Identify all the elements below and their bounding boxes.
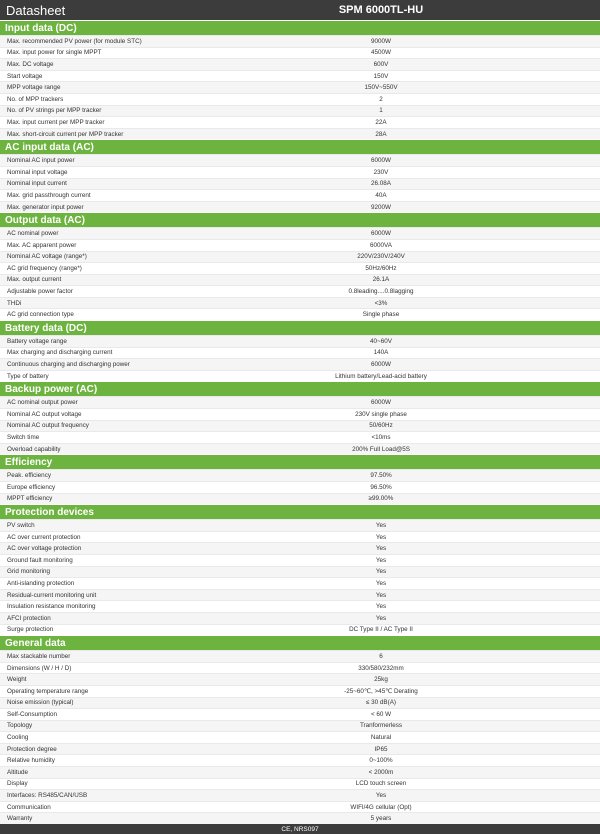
spec-label: Max stackable number [7, 652, 71, 660]
spec-value: DC Type II / AC Type II [349, 626, 413, 634]
spec-row [0, 70, 600, 82]
spec-value: 22A [375, 118, 387, 126]
spec-label: Overload capability [7, 445, 61, 453]
spec-row [0, 754, 600, 766]
spec-label: Nominal AC output frequency [7, 422, 89, 430]
spec-row [0, 766, 600, 778]
spec-row [0, 481, 600, 493]
spec-value: 330/580/232mm [358, 664, 404, 672]
spec-value: 140A [373, 349, 389, 357]
spec-value: 50/60Hz [369, 422, 393, 430]
spec-label: Max. generator input power [7, 203, 84, 211]
spec-section [0, 504, 600, 635]
spec-row [0, 662, 600, 674]
spec-row [0, 166, 600, 178]
spec-row [0, 308, 600, 320]
spec-row [0, 105, 600, 117]
spec-value: Natural [370, 734, 392, 742]
spec-label: Start voltage [7, 72, 43, 80]
spec-section [0, 381, 600, 454]
spec-row [0, 431, 600, 443]
spec-value: ≥99.00% [368, 495, 394, 503]
spec-row [0, 285, 600, 297]
section-title: Input data (DC) [0, 20, 600, 35]
spec-row [0, 542, 600, 554]
spec-value: Single phase [362, 311, 400, 319]
spec-label: AC over voltage protection [7, 545, 82, 553]
spec-label: PV switch [7, 521, 35, 529]
spec-value: 40A [375, 191, 387, 199]
spec-row [0, 778, 600, 790]
spec-row [0, 201, 600, 213]
spec-value: 230V single phase [355, 410, 407, 418]
spec-section [0, 212, 600, 320]
spec-value: Yes [375, 556, 387, 564]
spec-section [0, 635, 600, 824]
spec-value: 600V [373, 60, 389, 68]
spec-value: Lithium battery/Lead-acid battery [335, 372, 427, 380]
spec-row [0, 600, 600, 612]
spec-label: No. of MPP trackers [7, 95, 64, 103]
spec-section [0, 139, 600, 212]
spec-label: Peak. efficiency [7, 472, 51, 480]
spec-value: 9000W [371, 37, 391, 45]
spec-section [0, 320, 600, 381]
spec-label: Continuous charging and discharging power [7, 361, 130, 369]
spec-label: Max. grid passthrough current [7, 191, 91, 199]
spec-label: Topology [7, 722, 33, 730]
spec-sections [0, 20, 600, 824]
spec-row [0, 335, 600, 347]
section-title: Backup power (AC) [0, 381, 600, 396]
spec-label: Nominal AC voltage (range*) [7, 253, 87, 261]
spec-row [0, 731, 600, 743]
spec-value: 26.08A [371, 180, 391, 188]
spec-value: 1 [379, 107, 383, 115]
spec-value: WIFI/4G cellular (Opt) [350, 803, 412, 811]
spec-row [0, 554, 600, 566]
spec-row [0, 697, 600, 709]
spec-value: 50Hz/60Hz [365, 264, 397, 272]
spec-label: No. of PV strings per MPP tracker [7, 107, 102, 115]
spec-row [0, 812, 600, 824]
spec-value: Yes [375, 568, 387, 576]
spec-row [0, 178, 600, 190]
spec-value: <3% [374, 299, 388, 307]
spec-row [0, 128, 600, 140]
spec-row [0, 35, 600, 47]
spec-row [0, 789, 600, 801]
spec-row [0, 801, 600, 813]
spec-value: -25~60℃, >45℃ Derating [344, 687, 418, 695]
spec-label: Dimensions (W / H / D) [7, 664, 72, 672]
spec-value: 6000VA [370, 241, 392, 249]
datasheet-header [0, 0, 600, 20]
spec-label: Display [7, 780, 28, 788]
spec-label: MPPT efficiency [7, 495, 53, 503]
spec-label: Operating temperature range [7, 687, 89, 695]
section-title: Efficiency [0, 454, 600, 469]
spec-value: 6000W [371, 157, 391, 165]
spec-value: Yes [375, 533, 387, 541]
spec-label: Surge protection [7, 626, 54, 634]
spec-value: Yes [375, 521, 387, 529]
spec-label: Nominal input current [7, 180, 67, 188]
spec-row [0, 262, 600, 274]
spec-section [0, 454, 600, 504]
spec-value: 150V~550V [364, 84, 398, 92]
spec-value: 28A [375, 130, 387, 138]
spec-label: Grid monitoring [7, 568, 51, 576]
spec-label: Communication [7, 803, 51, 811]
spec-label: Self-Consumption [7, 710, 58, 718]
datasheet-title: Datasheet [6, 2, 66, 18]
spec-label: THDi [7, 299, 22, 307]
spec-value: IP65 [374, 745, 388, 753]
spec-value: ≤ 30 dB(A) [365, 699, 397, 707]
spec-label: Relative humidity [7, 757, 55, 765]
spec-row [0, 408, 600, 420]
spec-row [0, 612, 600, 624]
spec-label: Max charging and discharging current [7, 349, 113, 357]
spec-row [0, 93, 600, 105]
spec-value: 25kg [374, 676, 388, 684]
spec-row [0, 189, 600, 201]
spec-label: Warranty [7, 815, 33, 823]
spec-row [0, 251, 600, 263]
spec-value: 150V [373, 72, 389, 80]
spec-label: Noise emission (typical) [7, 699, 74, 707]
section-title: General data [0, 635, 600, 650]
spec-label: Altitude [7, 768, 29, 776]
spec-label: AC grid connection type [7, 311, 74, 319]
spec-row [0, 370, 600, 382]
spec-label: Max. short-circuit current per MPP tracker [7, 130, 124, 138]
spec-value: 6 [379, 652, 383, 660]
spec-row [0, 743, 600, 755]
spec-value: 6000W [371, 230, 391, 238]
spec-label: Nominal input voltage [7, 168, 68, 176]
spec-label: Insulation resistance monitoring [7, 603, 96, 611]
spec-label: Max. input current per MPP tracker [7, 118, 105, 126]
spec-value: Yes [375, 591, 387, 599]
spec-label: AC grid frequency (range*) [7, 264, 82, 272]
spec-row [0, 650, 600, 662]
spec-label: Ground fault monitoring [7, 556, 73, 564]
spec-value: Yes [375, 603, 387, 611]
spec-row [0, 274, 600, 286]
spec-label: AC nominal power [7, 230, 59, 238]
spec-row [0, 154, 600, 166]
spec-row [0, 708, 600, 720]
spec-value: 97.50% [370, 472, 392, 480]
spec-value: 0.8leading....0.8lagging [348, 288, 414, 296]
spec-row [0, 81, 600, 93]
spec-row [0, 673, 600, 685]
spec-value: 2 [379, 95, 383, 103]
spec-label: Max. AC apparent power [7, 241, 77, 249]
spec-label: Protection degree [7, 745, 57, 753]
spec-row [0, 420, 600, 432]
spec-label: Weight [7, 676, 27, 684]
spec-row [0, 624, 600, 636]
spec-label: Switch time [7, 434, 40, 442]
spec-label: AC nominal output power [7, 399, 78, 407]
spec-row [0, 493, 600, 505]
spec-row [0, 239, 600, 251]
spec-row [0, 443, 600, 455]
spec-row [0, 531, 600, 543]
model-name: SPM 6000TL-HU [338, 4, 424, 16]
spec-value: 6000W [371, 399, 391, 407]
spec-label: Max. recommended PV power (for module STC) [7, 37, 142, 45]
spec-value: 220V/230V/240V [357, 253, 405, 261]
spec-label: Max. input power for single MPPT [7, 49, 102, 57]
spec-label: Anti-islanding protection [7, 579, 75, 587]
spec-value: Yes [375, 579, 387, 587]
section-title: Battery data (DC) [0, 320, 600, 335]
spec-row [0, 396, 600, 408]
spec-label: Residual-current monitoring unit [7, 591, 97, 599]
spec-row [0, 116, 600, 128]
spec-label: Europe efficiency [7, 483, 56, 491]
spec-label: Interfaces: RS485/CAN/USB [7, 792, 88, 800]
spec-row [0, 469, 600, 481]
spec-label: Adjustable power factor [7, 288, 73, 296]
spec-value: LCD touch screen [355, 780, 407, 788]
spec-value: Yes [375, 614, 387, 622]
spec-row [0, 519, 600, 531]
spec-value: 26.1A [372, 276, 390, 284]
spec-value: 96.50% [370, 483, 392, 491]
spec-value: <10ms [371, 434, 391, 442]
spec-row [0, 47, 600, 59]
spec-value: < 2000m [368, 768, 394, 776]
spec-label: Battery voltage range [7, 337, 67, 345]
spec-row [0, 347, 600, 359]
spec-row [0, 297, 600, 309]
spec-row [0, 358, 600, 370]
spec-value: 5 years [370, 815, 392, 823]
spec-value: 40~60V [370, 337, 392, 345]
spec-label: AFCI protection [7, 614, 51, 622]
spec-value: Yes [375, 545, 387, 553]
spec-label: MPP voltage range [7, 84, 61, 92]
spec-label: Max. DC voltage [7, 60, 54, 68]
spec-row [0, 589, 600, 601]
spec-label: Cooling [7, 734, 29, 742]
spec-row [0, 58, 600, 70]
spec-label: AC over current protection [7, 533, 81, 541]
spec-value: 230V [373, 168, 389, 176]
section-title: Output data (AC) [0, 212, 600, 227]
spec-value: 4500W [371, 49, 391, 57]
spec-section [0, 20, 600, 139]
spec-value: Tranformerless [359, 722, 403, 730]
spec-value: 9200W [371, 203, 391, 211]
spec-value: 0~100% [369, 757, 393, 765]
spec-row [0, 227, 600, 239]
spec-row [0, 720, 600, 732]
spec-value: 6000W [371, 361, 391, 369]
section-title: AC input data (AC) [0, 139, 600, 154]
spec-label: Nominal AC input power [7, 157, 75, 165]
spec-label: Max. output current [7, 276, 62, 284]
spec-label: Nominal AC output voltage [7, 410, 82, 418]
spec-row [0, 577, 600, 589]
spec-value: < 60 W [370, 710, 392, 718]
spec-row [0, 685, 600, 697]
spec-value: 200% Full Load@5S [352, 445, 410, 453]
section-title: Protection devices [0, 504, 600, 519]
spec-row [0, 566, 600, 578]
certifications-footer: CE, NRS097 [0, 824, 600, 834]
spec-label: Type of battery [7, 372, 49, 380]
spec-value: Yes [375, 792, 387, 800]
